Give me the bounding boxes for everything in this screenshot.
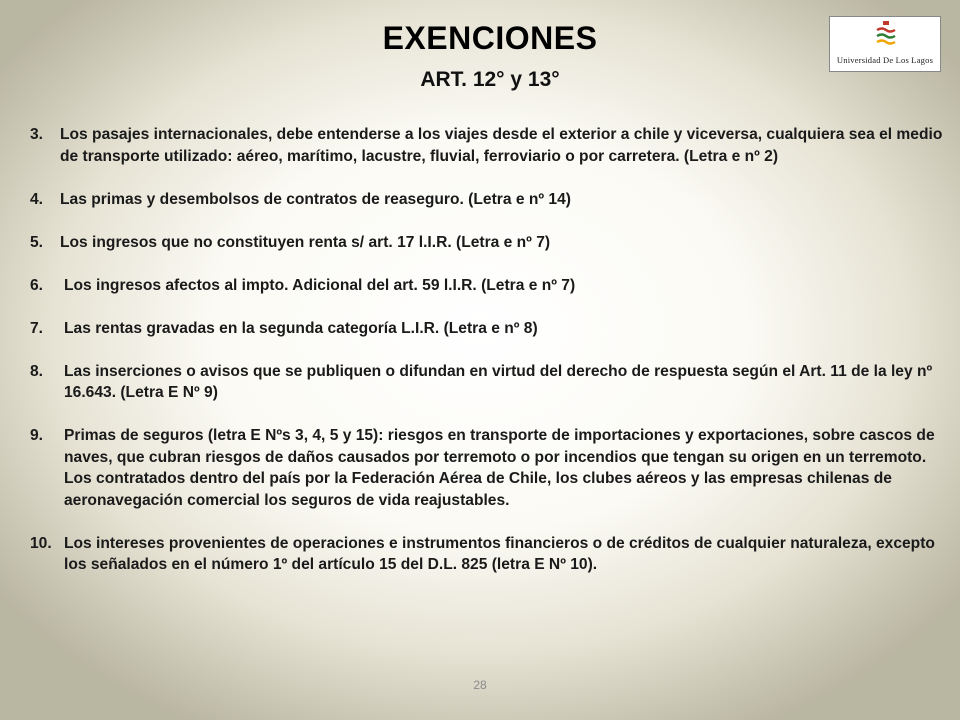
university-logo xyxy=(829,16,941,72)
item-text: Las inserciones o avisos que se publiquen o difundan en virtud del derecho de respuesta según el Art. 11 de la ley nº 16.643. (Letra E Nº 9) xyxy=(64,362,933,401)
item-number: 4. xyxy=(30,190,44,208)
item-number: 5. xyxy=(30,233,44,251)
item-number: 6. xyxy=(30,276,44,294)
item-text: Primas de seguros (letra E Nºs 3, 4, 5 y 15): riesgos en transporte de importaciones y exportaciones, sobre cascos de naves, que cubran riesgos de daños causados por terremoto o por incendios que tengan su origen en un terremoto. Los contratados dentro del país por la Federación Aérea de Chile, los clubes aéreos y las empresas chilenas de aeronavegación comercial los seguros de vida reajustables. xyxy=(64,427,935,509)
item-number: 7. xyxy=(30,319,44,337)
page-number: 28 xyxy=(473,678,487,692)
list-item xyxy=(30,275,950,297)
slide-subtitle: ART. 12° y 13° xyxy=(420,68,560,91)
list-item xyxy=(30,425,950,511)
list-item xyxy=(30,232,950,254)
item-number: 3. xyxy=(30,126,44,143)
item-text: Las primas y desembolsos de contratos de reaseguro. (Letra e nº 14) xyxy=(60,190,571,208)
item-text: Los ingresos que no constituyen renta s/ art. 17 l.I.R. (Letra e nº 7) xyxy=(60,233,551,251)
list-item xyxy=(30,361,950,404)
item-number: 10. xyxy=(30,534,52,552)
university-emblem-icon xyxy=(874,21,898,51)
exemptions-list xyxy=(30,124,950,597)
item-text: Las rentas gravadas en la segunda categoría L.I.R. (Letra e nº 8) xyxy=(64,319,538,337)
item-text: Los intereses provenientes de operaciones e instrumentos financieros o de créditos de cualquier naturaleza, excepto los señalados en el número 1º del artículo 15 del D.L. 825 (letra E Nº 10). xyxy=(64,534,935,573)
list-item xyxy=(30,124,950,167)
list-item xyxy=(30,189,950,211)
slide-title: EXENCIONES xyxy=(382,20,598,56)
item-number: 9. xyxy=(30,427,44,444)
university-logo-text: Universidad De Los Lagos xyxy=(836,55,934,65)
item-text: Los pasajes internacionales, debe entenderse a los viajes desde el exterior a chile y viceversa, cualquiera sea el medio de transporte utilizado: aéreo, marítimo, lacustre, fluvial, ferroviario o por carretera. (Letra e nº 2) xyxy=(60,126,943,165)
item-number: 8. xyxy=(30,362,44,380)
item-text: Los ingresos afectos al impto. Adicional del art. 59 l.I.R. (Letra e nº 7) xyxy=(64,276,576,294)
list-item xyxy=(30,533,950,576)
list-item xyxy=(30,318,950,340)
